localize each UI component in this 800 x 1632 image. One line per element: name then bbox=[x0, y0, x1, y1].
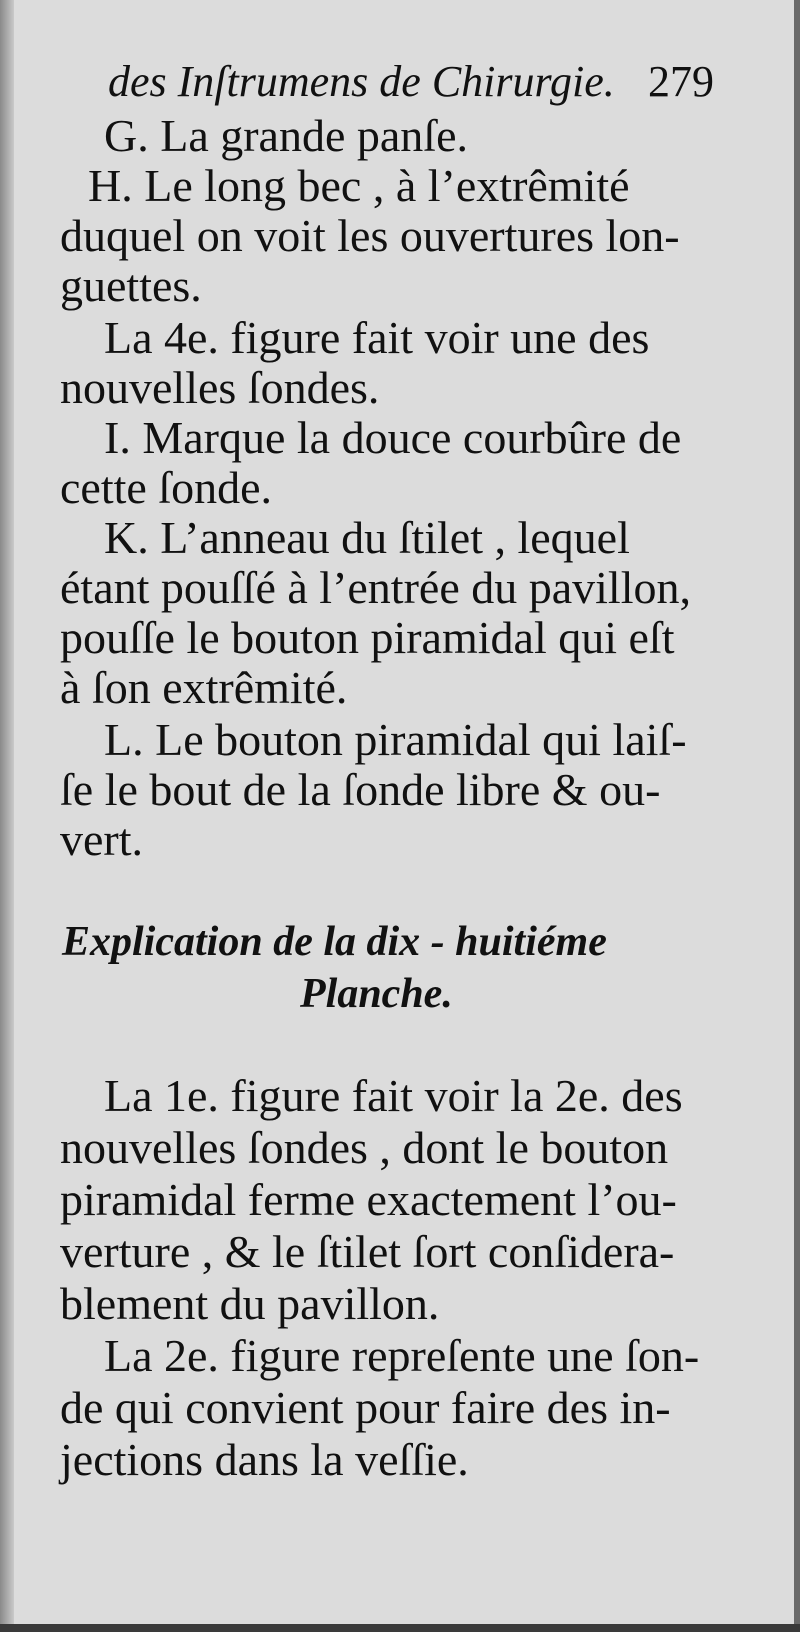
body-line: H. Le long bec , à l’extrêmité bbox=[88, 160, 630, 211]
body-line: K. L’anneau du ſtilet , lequel bbox=[104, 512, 630, 563]
body-line: étant pouſſé à l’entrée du pavillon, bbox=[60, 562, 691, 613]
body-line: vert. bbox=[60, 814, 144, 865]
section-heading-line2: Planche. bbox=[300, 971, 453, 1017]
body-line: duquel on voit les ouvertures lon- bbox=[60, 210, 680, 261]
body-line: guettes. bbox=[60, 260, 202, 311]
page-spine-shadow bbox=[0, 0, 14, 1632]
page-bottom-edge bbox=[0, 1624, 800, 1632]
body-line: cette ſonde. bbox=[60, 462, 273, 513]
section-line: nouvelles ſondes , dont le bouton bbox=[60, 1122, 669, 1173]
body-line: ſe le bout de la ſonde libre & ou- bbox=[60, 764, 661, 815]
section-line: jections dans la veſſie. bbox=[60, 1434, 469, 1485]
body-line: La 4e. figure fait voir une des bbox=[104, 312, 650, 363]
body-line: I. Marque la douce courbûre de bbox=[104, 412, 682, 463]
body-line: nouvelles ſondes. bbox=[60, 362, 380, 413]
section-line: La 2e. figure repreſente une ſon- bbox=[104, 1330, 700, 1381]
body-line: L. Le bouton piramidal qui laiſ- bbox=[104, 714, 687, 765]
running-head-title: des Inſtrumens de Chirurgie. bbox=[108, 57, 615, 106]
body-line: à ſon extrêmité. bbox=[60, 662, 348, 713]
section-line: blement du pavillon. bbox=[60, 1278, 440, 1329]
section-line: verture , & le ſtilet ſort conſidera- bbox=[60, 1226, 675, 1277]
body-line: pouſſe le bouton piramidal qui eſt bbox=[60, 612, 675, 663]
body-line: G. La grande panſe. bbox=[104, 110, 469, 161]
section-line: de qui convient pour faire des in- bbox=[60, 1382, 671, 1433]
page-number: 279 bbox=[648, 57, 714, 106]
section-line: piramidal ferme exactement l’ou- bbox=[60, 1174, 677, 1225]
section-heading-line1: Explication de la dix - huitiéme bbox=[62, 919, 607, 965]
page-right-edge bbox=[794, 0, 800, 1632]
section-line: La 1e. figure fait voir la 2e. des bbox=[104, 1070, 683, 1121]
